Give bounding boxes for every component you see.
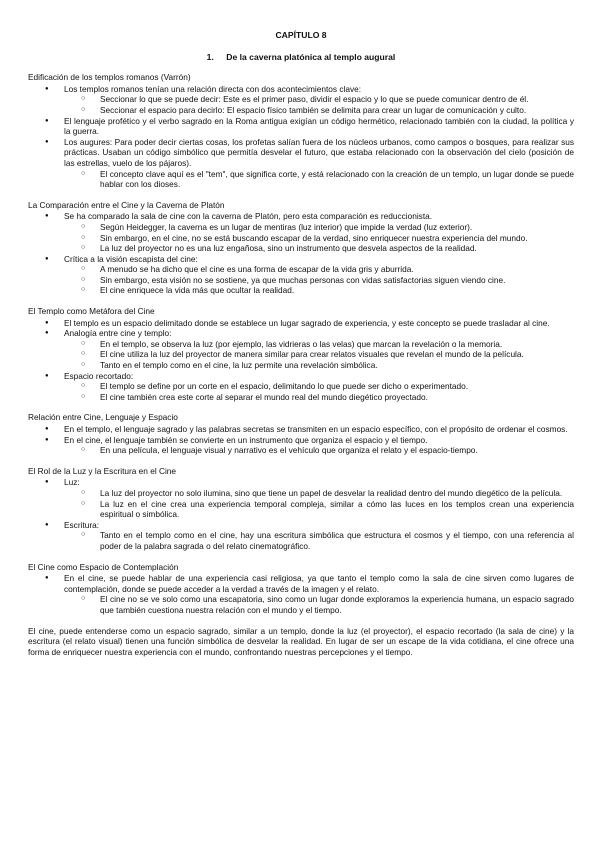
section-title: Edificación de los templos romanos (Varrón) — [28, 72, 191, 83]
section — [28, 306, 574, 402]
section-title: El Cine como Espacio de Contemplación — [28, 561, 179, 572]
bullet-item: ● En el cine, el lenguaje también se convierte en un instrumento que organiza el espacio y el tiempo. — [64, 435, 574, 446]
bullet-item: ● El templo es un espacio delimitado donde se establece un lugar sagrado de experiencia, y este concepto se puede trasladar al cine. — [64, 318, 574, 329]
section-title: El Rol de la Luz y la Escritura en el Cine — [28, 465, 177, 476]
sub-bullet-item: ○ Tanto en el templo como en el cine, hay una escritura simbólica que estructura el cosmos y el tiempo, con una referencia al poder de la palabra sagrada o del relato cinematográfico. — [100, 530, 574, 551]
sub-bullet-item: ○ Seccionar lo que se puede decir: Este es el primer paso, dividir el espacio y lo que se puede comunicar dentro de él. — [100, 94, 574, 105]
bullet-list — [28, 211, 574, 296]
sections-container — [28, 72, 574, 615]
bullet-list — [28, 573, 574, 615]
sub-bullet-item: ○ El templo se define por un corte en el espacio, delimitando lo que puede ser dicho o experimentado. — [100, 381, 574, 392]
sub-bullet-item: ○ A menudo se ha dicho que el cine es una forma de escapar de la vida gris y aburrida. — [100, 264, 574, 275]
subtitle-text: De la caverna platónica al templo augural — [226, 51, 396, 62]
bullet-item: ● En el templo, el lenguaje sagrado y las palabras secretas se transmiten en un espacio específico, con el propósito de ordenar el cosmos. — [64, 424, 574, 435]
sub-bullet-item: ○ Seccionar el espacio para decirlo: El espacio físico también se delimita para crear un lugar de comunicación y culto. — [100, 105, 574, 116]
subtitle-number: 1. — [206, 51, 214, 62]
bullet-item: ● En el cine, se puede hablar de una experiencia casi religiosa, ya que tanto el templo como la sala de cine sirven como lugares de contemplación, donde se puede acceder a la verdad a través de la imagen y el relato. — [64, 573, 574, 594]
section — [28, 72, 574, 190]
section — [28, 562, 574, 616]
bullet-list — [28, 424, 574, 456]
bullet-list — [28, 318, 574, 403]
sub-bullet-item: ○ El concepto clave aquí es el "tem", que significa corte, y está relacionado con la creación de un templo, un lugar donde se puede hablar con los dioses. — [100, 169, 574, 190]
section-title: La Comparación entre el Cine y la Caverna de Platón — [28, 199, 225, 210]
bullet-list — [28, 477, 574, 551]
bullet-list — [28, 84, 574, 190]
sub-bullet-item: ○ Sin embargo, en el cine, no se está buscando escapar de la verdad, sino enriquecer nuestra experiencia del mundo. — [100, 233, 574, 244]
section — [28, 466, 574, 552]
bullet-item: ● Escritura: — [64, 520, 574, 531]
sub-bullet-item: ○ La luz del proyector no es una luz engañosa, sino un instrumento que desvela aspectos de la realidad. — [100, 243, 574, 254]
sub-bullet-item: ○ En una película, el lenguaje visual y narrativo es el vehículo que organiza el relato y el espacio-tiempo. — [100, 445, 574, 456]
sub-bullet-item: ○ En el templo, se observa la luz (por ejemplo, las vidrieras o las velas) que marcan la revelación o la memoria. — [100, 339, 574, 350]
section-title: El Templo como Metáfora del Cine — [28, 306, 155, 317]
sub-bullet-item: ○ El cine no se ve solo como una escapatoria, sino como un lugar donde exploramos la experiencia humana, un espacio sagrado que también cuestiona nuestra relación con el mundo y el tiempo. — [100, 594, 574, 615]
bullet-item: ● El lenguaje profético y el verbo sagrado en la Roma antigua exigían un código hermético, relacionado también con la ciudad, la política y la guerra. — [64, 116, 574, 137]
bullet-item: ● Espacio recortado: — [64, 371, 574, 382]
section — [28, 412, 574, 455]
sub-bullet-item: ○ Sin embargo, esta visión no se sostiene, ya que muchas personas con vidas satisfactorias siguen viendo cine. — [100, 275, 574, 286]
bullet-item: ● Analogía entre cine y templo: — [64, 328, 574, 339]
section-subtitle — [28, 52, 574, 63]
section-title: Relación entre Cine, Lenguaje y Espacio — [28, 412, 178, 423]
sub-bullet-item: ○ La luz del proyector no solo ilumina, sino que tiene un papel de desvelar la realidad dentro del mundo diegético de la película. — [100, 488, 574, 499]
bullet-item: ● Crítica a la visión escapista del cine: — [64, 254, 574, 265]
closing-paragraph: El cine, puede entenderse como un espacio sagrado, similar a un templo, donde la luz (el proyector), el espacio recortado (la sala de cine) y la escritura (el relato visual) tienen una función simbólica de desvelar la realidad. En lugar de ser un escape de la vida cotidiana, el cine ofrece una forma de enriquecer nuestra experiencia con el mundo, confrontando nuestras percepciones y el tiempo. — [28, 625, 574, 657]
sub-bullet-item: ○ El cine enriquece la vida más que ocultar la realidad. — [100, 285, 574, 296]
sub-bullet-item: ○ El cine también crea este corte al separar el mundo real del mundo diegético proyectado. — [100, 392, 574, 403]
chapter-heading: CAPÍTULO 8 — [275, 30, 327, 40]
bullet-item: ● Luz: — [64, 477, 574, 488]
bullet-item: ● Se ha comparado la sala de cine con la caverna de Platón, pero esta comparación es reduccionista. — [64, 211, 574, 222]
section — [28, 200, 574, 296]
sub-bullet-item: ○ El cine utiliza la luz del proyector de manera similar para crear relatos visuales que revelan el mundo de la película. — [100, 349, 574, 360]
sub-bullet-item: ○ Según Heidegger, la caverna es un lugar de mentiras (luz interior) que impide la verdad (luz exterior). — [100, 222, 574, 233]
sub-bullet-item: ○ La luz en el cine crea una experiencia temporal compleja, similar a cómo las luces en los templos crean una experiencia espiritual o simbólica. — [100, 499, 574, 520]
sub-bullet-item: ○ Tanto en el templo como en el cine, la luz permite una revelación simbólica. — [100, 360, 574, 371]
bullet-item: ● Los templos romanos tenían una relación directa con dos acontecimientos clave: — [64, 84, 574, 95]
bullet-item: ● Los augures: Para poder decir ciertas cosas, los profetas salían fuera de los núcleos urbanos, como campos o bosques, para realizar sus prácticas. Usaban un código simbólico que permitía desvelar el futuro, que estaba relacionado con la observación del cielo (posición de las estrellas, vuelo de los pájaros). — [64, 137, 574, 169]
